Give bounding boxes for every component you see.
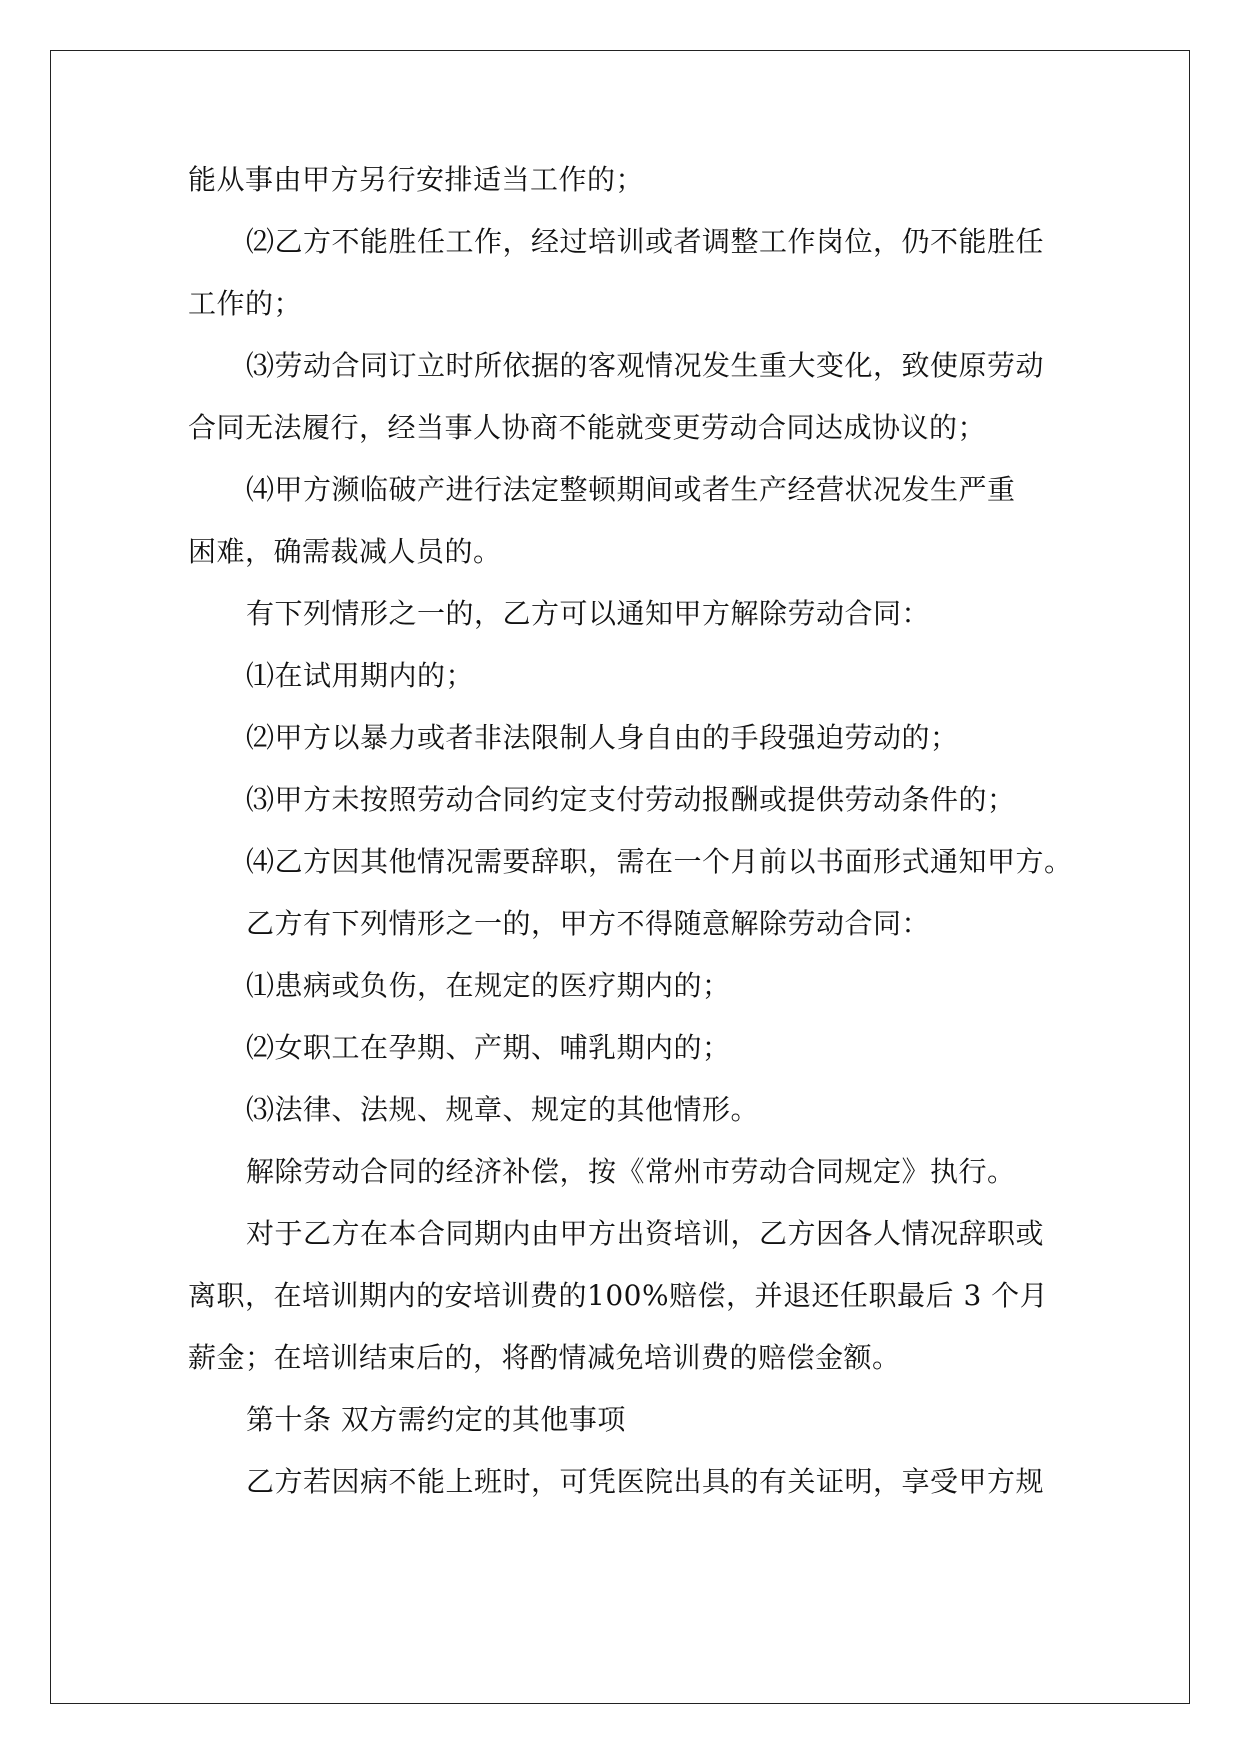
text-line-1: 能从事由甲方另行安排适当工作的； <box>188 163 645 196</box>
text-line-9: ⑴在试用期内的； <box>246 659 475 692</box>
text-line-2: ⑵乙方不能胜任工作，经过培训或者调整工作岗位，仍不能胜任 <box>246 225 1045 258</box>
text-line-18: 对于乙方在本合同期内由甲方出资培训，乙方因各人情况辞职或 <box>246 1217 1045 1250</box>
text-line-6: ⑷甲方濒临破产进行法定整顿期间或者生产经营状况发生严重 <box>246 473 1016 506</box>
text-line-12: ⑷乙方因其他情况需要辞职，需在一个月前以书面形式通知甲方。 <box>246 845 1073 878</box>
text-line-22: 乙方若因病不能上班时，可凭医院出具的有关证明，享受甲方规 <box>246 1465 1045 1498</box>
text-line-15: ⑵女职工在孕期、产期、哺乳期内的； <box>246 1031 731 1064</box>
text-line-17: 解除劳动合同的经济补偿，按《常州市劳动合同规定》执行。 <box>246 1155 1016 1188</box>
text-line-13: 乙方有下列情形之一的，甲方不得随意解除劳动合同： <box>246 907 931 940</box>
text-line-10: ⑵甲方以暴力或者非法限制人身自由的手段强迫劳动的； <box>246 721 959 754</box>
text-line-14: ⑴患病或负伤，在规定的医疗期内的； <box>246 969 731 1002</box>
section-heading-article-10: 第十条 双方需约定的其他事项 <box>246 1403 626 1436</box>
text-line-4: ⑶劳动合同订立时所依据的客观情况发生重大变化，致使原劳动 <box>246 349 1045 382</box>
text-line-3: 工作的； <box>188 287 303 320</box>
text-line-7: 困难，确需裁减人员的。 <box>188 535 502 568</box>
text-line-20: 薪金；在培训结束后的，将酌情减免培训费的赔偿金额。 <box>188 1341 901 1374</box>
text-line-19: 离职，在培训期内的安培训费的100%赔偿，并退还任职最后 3 个月 <box>188 1279 1049 1312</box>
text-line-16: ⑶法律、法规、规章、规定的其他情形。 <box>246 1093 760 1126</box>
text-line-5: 合同无法履行，经当事人协商不能就变更劳动合同达成协议的； <box>188 411 987 444</box>
text-line-11: ⑶甲方未按照劳动合同约定支付劳动报酬或提供劳动条件的； <box>246 783 1016 816</box>
text-line-8: 有下列情形之一的，乙方可以通知甲方解除劳动合同： <box>246 597 931 630</box>
